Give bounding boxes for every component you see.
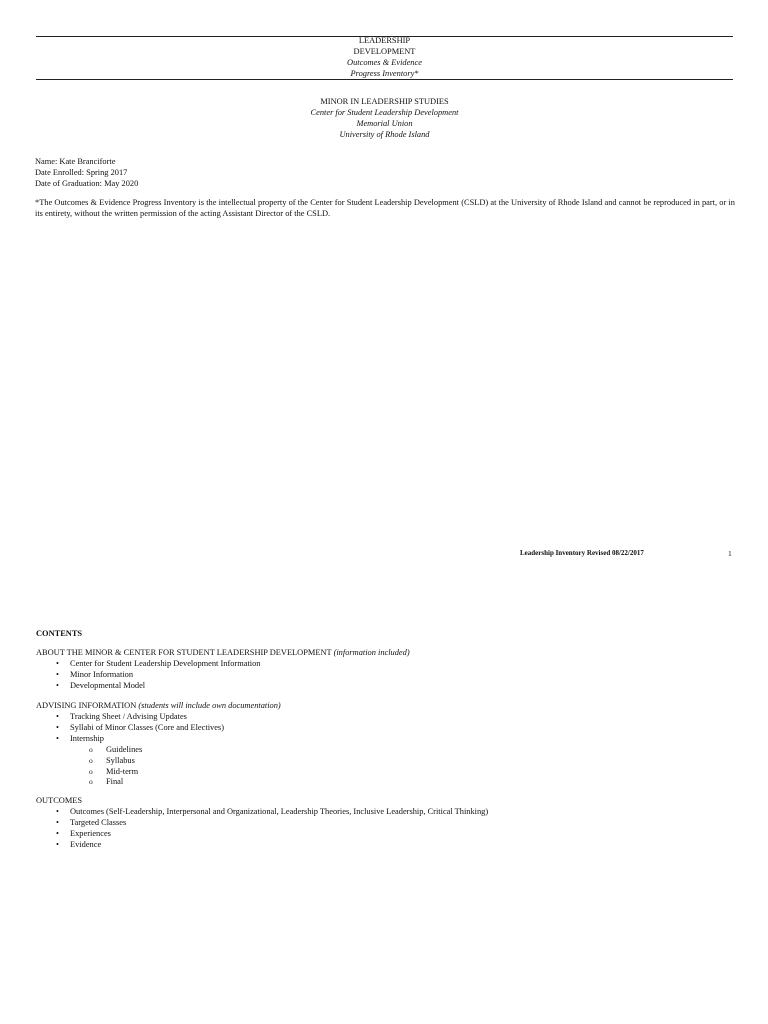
section-about-heading xyxy=(36,648,410,659)
section-about-heading-note: (information included) xyxy=(333,648,410,657)
page-number: 1 xyxy=(728,549,732,558)
student-graduation: Date of Graduation: May 2020 xyxy=(35,178,139,188)
program-building: Memorial Union xyxy=(356,118,413,128)
section-outcomes-list xyxy=(36,807,488,851)
list-item: • Developmental Model xyxy=(36,681,410,692)
sub-list-item: o Final xyxy=(72,777,281,788)
list-item: • Experiences xyxy=(36,829,488,840)
header-title-line1: LEADERSHIP xyxy=(358,36,411,45)
section-advising-list xyxy=(36,712,281,745)
list-item: • Minor Information xyxy=(36,670,410,681)
section-about-heading-text: ABOUT THE MINOR & CENTER FOR STUDENT LEADERSHIP DEVELOPMENT xyxy=(36,648,334,657)
section-outcomes xyxy=(36,796,488,851)
sub-list-item: o Guidelines xyxy=(72,745,281,756)
header-title-block xyxy=(36,36,733,80)
student-name: Name: Kate Branciforte xyxy=(35,157,116,166)
footer-revision: Leadership Inventory Revised 08/22/2017 xyxy=(520,549,644,557)
header-subtitle-line2: Progress Inventory* xyxy=(350,68,419,78)
program-center: Center for Student Leadership Development xyxy=(310,107,459,117)
program-block xyxy=(36,97,733,141)
header-subtitle-line1: Outcomes & Evidence xyxy=(347,57,422,67)
header-title-line2: DEVELOPMENT xyxy=(353,46,416,56)
list-item: • Tracking Sheet / Advising Updates xyxy=(36,712,281,723)
program-title: MINOR IN LEADERSHIP STUDIES xyxy=(320,97,449,106)
section-outcomes-heading: OUTCOMES xyxy=(36,796,83,805)
section-about xyxy=(36,648,410,692)
sub-list-item: o Mid-term xyxy=(72,767,281,778)
section-advising xyxy=(36,701,281,788)
section-about-list xyxy=(36,659,410,692)
student-enrolled: Date Enrolled: Spring 2017 xyxy=(35,167,128,177)
list-item: • Outcomes (Self-Leadership, Interpersonal and Organizational, Leadership Theories, Inclusive Leadership, Critical Thinking) xyxy=(36,807,488,818)
ip-disclaimer: *The Outcomes & Evidence Progress Inventory is the intellectual property of the Center for Student Leadership Development (CSLD) at the University of Rhode Island and cannot be reproduced in part, or in its entirety, without the written permission of the acting Assistant Director of the CSLD. xyxy=(35,198,735,218)
section-advising-heading xyxy=(36,701,281,712)
contents-title: CONTENTS xyxy=(36,629,83,638)
section-advising-heading-note: (students will include own documentation) xyxy=(138,701,281,710)
student-info xyxy=(35,157,138,190)
list-item: • Syllabi of Minor Classes (Core and Electives) xyxy=(36,723,281,734)
program-university: University of Rhode Island xyxy=(339,129,430,139)
sub-list-item: o Syllabus xyxy=(72,756,281,767)
list-item: • Center for Student Leadership Development Information xyxy=(36,659,410,670)
header-bottom-rule xyxy=(36,79,733,80)
list-item: • Targeted Classes xyxy=(36,818,488,829)
list-item: • Internship xyxy=(36,734,281,745)
list-item: • Evidence xyxy=(36,840,488,851)
section-advising-heading-text: ADVISING INFORMATION xyxy=(36,701,139,710)
internship-sublist xyxy=(72,745,281,789)
